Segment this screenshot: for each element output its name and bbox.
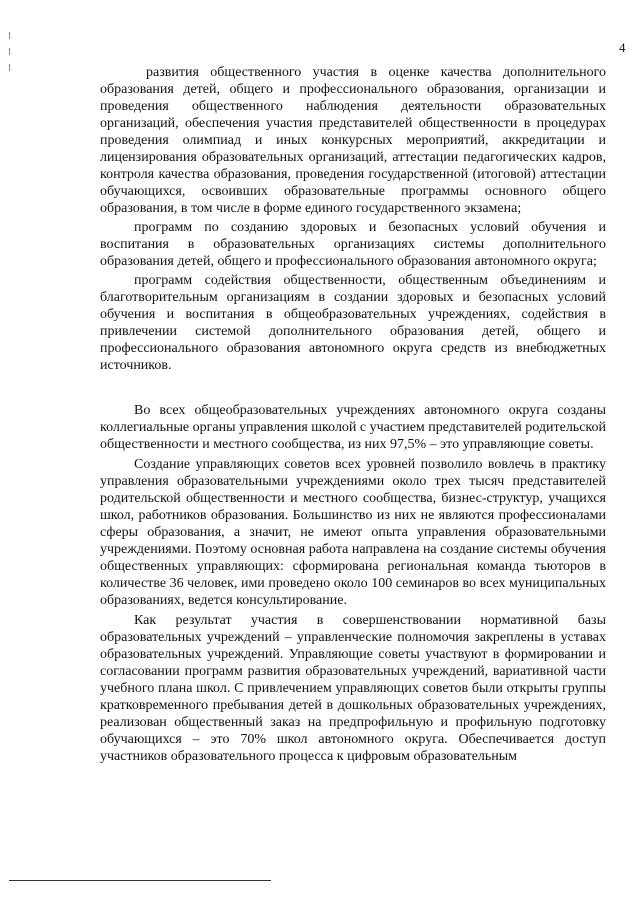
document-body	[100, 64, 606, 765]
paragraph: Создание управляющих советов всех уровней позволило вовлечь в практику управления образовательными учреждениями около трех тысяч представителей родительской общественности и местного сообщества, бизнес-структур, учащихся школ, работников образования. Большинство из них не являются профессионалами сферы образования, а значит, не имеют опыта управления образовательными учреждениями. Поэтому основная работа направлена на создание системы обучения общественных управляющих: сформирована региональная команда тьюторов в количестве 36 человек, ими проведено около 100 семинаров во всех муниципальных образованиях, ведется консультирование.	[100, 457, 606, 608]
page-number: 4	[619, 40, 626, 55]
paragraph: Как результат участия в совершенствовании нормативной базы образовательных учреждений – управленческие полномочия закреплены в уставах образовательных учреждений. Управляющие советы участвуют в формировании и согласовании программ развития образовательных учреждений, вариативной части учебного плана школ. С привлечением управляющих советов были открыты группы кратковременного пребывания детей в дошкольных образовательных учреждениях, реализован общественный заказ на предпрофильную и профильную подготовку обучающихся – это 70% школ автономного округа. Обеспечивается доступ участников образовательного процесса к цифровым образовательным	[100, 613, 606, 764]
paragraph: Во всех общеобразовательных учреждениях автономного округа созданы коллегиальные органы управления школой с участием представителей родительской общественности и местного сообщества, из них 97,5% – это управляющие советы.	[100, 403, 606, 452]
paragraph: программ по созданию здоровых и безопасных условий обучения и воспитания в образовательных организациях системы дополнительного образования детей, общего и профессионального образования автономного округа;	[100, 220, 606, 269]
paragraph: программ содействия общественности, общественным объединениям и благотворительным организациям в создании здоровых и безопасных условий обучения и воспитания в общеобразовательных учреждениях, содействия в привлечении системой дополнительного образования детей, общего и профессионального образования автономного округа средств из внебюджетных источников.	[100, 273, 606, 373]
footnote-divider	[9, 880, 271, 881]
paragraph: развития общественного участия в оценке качества дополнительного образования детей, общего и профессионального образования, организации и проведения общественного наблюдения деятельности образовательных организаций, обеспечения участия представителей общественности в процедурах проведения олимпиад и иных конкурсных мероприятий, аккредитации и лицензирования образовательных организаций, аттестации педагогических кадров, контроля качества образования, проведения государственной (итоговой) аттестации обучающихся, освоивших образовательные программы основного общего образования, в том числе в форме единого государственного экзамена;	[100, 65, 606, 216]
scan-edge-marks	[9, 32, 11, 92]
